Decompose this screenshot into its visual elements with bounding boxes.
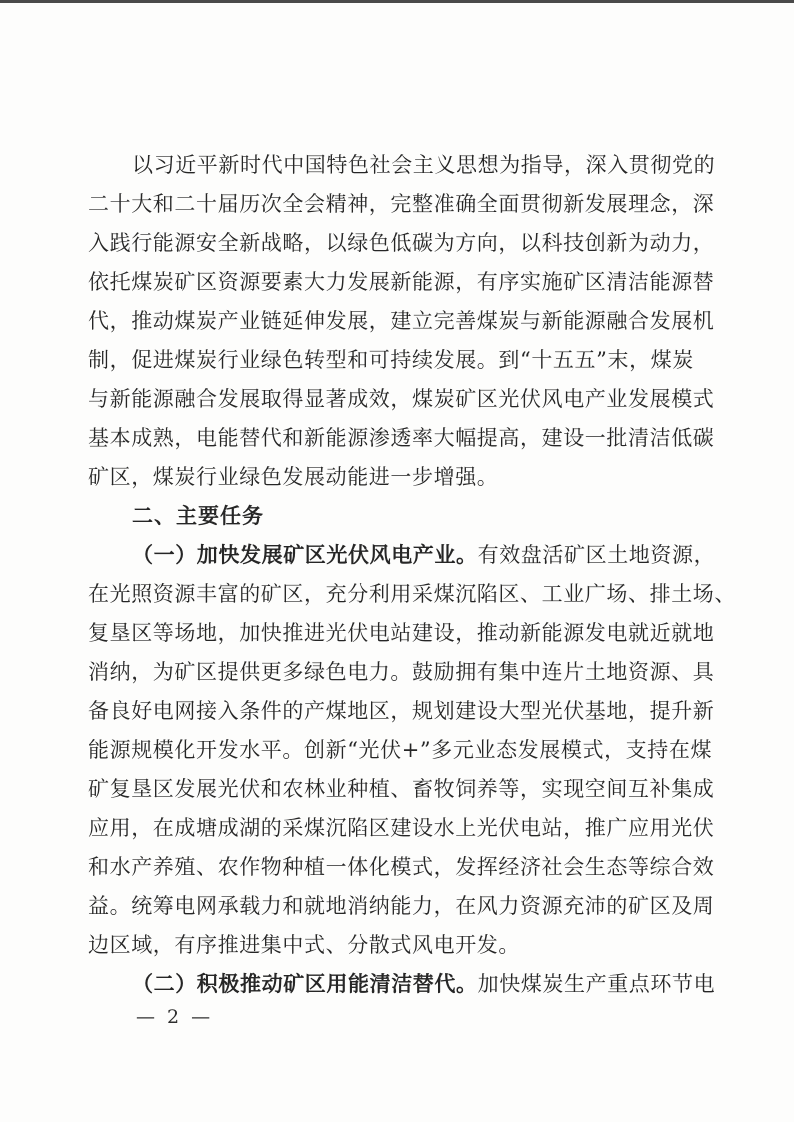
scan-border-top — [0, 0, 794, 3]
task1-line: 能源规模化开发水平。创新“光伏+”多元业态发展模式，支持在煤 — [88, 738, 713, 762]
task1-line: 矿复垦区发展光伏和农林业种植、畜牧饲养等，实现空间互补集成 — [88, 777, 715, 801]
task2-lead-bold: （二）积极推动矿区用能清洁替代。 — [132, 972, 478, 996]
task1-line: 应用，在成塘成湖的采煤沉陷区建设水上光伏电站，推广应用光伏 — [88, 816, 715, 840]
intro-paragraph-line: 依托煤炭矿区资源要素大力发展新能源，有序实施矿区清洁能源替 — [88, 270, 715, 294]
task1-line: 边区域，有序推进集中式、分散式风电开发。 — [88, 933, 520, 957]
task1-lead-line — [88, 536, 718, 575]
intro-paragraph-line: 二十大和二十届历次全会精神，完整准确全面贯彻新发展理念，深 — [88, 192, 715, 216]
task1-lead-bold: （一）加快发展矿区光伏风电产业。 — [132, 543, 478, 567]
task2-lead-rest: 加快煤炭生产重点环节电 — [477, 972, 716, 996]
task1-line: 益。统筹电网承载力和就地消纳能力，在风力资源充沛的矿区及周 — [88, 894, 715, 918]
task1-line: 备良好电网接入条件的产煤地区，规划建设大型光伏基地，提升新 — [88, 699, 715, 723]
intro-paragraph-line: 以习近平新时代中国特色社会主义思想为指导，深入贯彻党的 — [132, 153, 716, 177]
page-number: — 2 — — [136, 1006, 214, 1028]
task1-line: 复垦区等场地，加快推进光伏电站建设，推动新能源发电就近就地 — [88, 621, 715, 645]
section-heading: 二、主要任务 — [132, 504, 264, 528]
intro-paragraph-line: 基本成熟，电能替代和新能源渗透率大幅提高，建设一批清洁低碳 — [88, 426, 715, 450]
intro-paragraph-line: 代，推动煤炭产业链延伸发展，建立完善煤炭与新能源融合发展机 — [88, 309, 715, 333]
intro-paragraph-line: 制，促进煤炭行业绿色转型和可持续发展。到“十五五”末，煤炭 — [88, 348, 694, 372]
intro-paragraph-line: 入践行能源安全新战略，以绿色低碳为方向，以科技创新为动力， — [88, 231, 715, 255]
intro-paragraph-line: 矿区，煤炭行业绿色发展动能进一步增强。 — [88, 465, 499, 489]
intro-paragraph-line: 与新能源融合发展取得显著成效，煤炭矿区光伏风电产业发展模式 — [88, 387, 715, 411]
task1-line: 在光照资源丰富的矿区，充分利用采煤沉陷区、工业广场、排土场、 — [88, 582, 736, 606]
task1-line: 消纳，为矿区提供更多绿色电力。鼓励拥有集中连片土地资源、具 — [88, 660, 715, 684]
task1-lead-rest: 有效盘活矿区土地资源， — [477, 543, 716, 567]
task1-line: 和水产养殖、农作物种植一体化模式，发挥经济社会生态等综合效 — [88, 855, 715, 879]
task2-lead-line — [88, 965, 718, 1004]
document-body — [88, 146, 736, 1004]
